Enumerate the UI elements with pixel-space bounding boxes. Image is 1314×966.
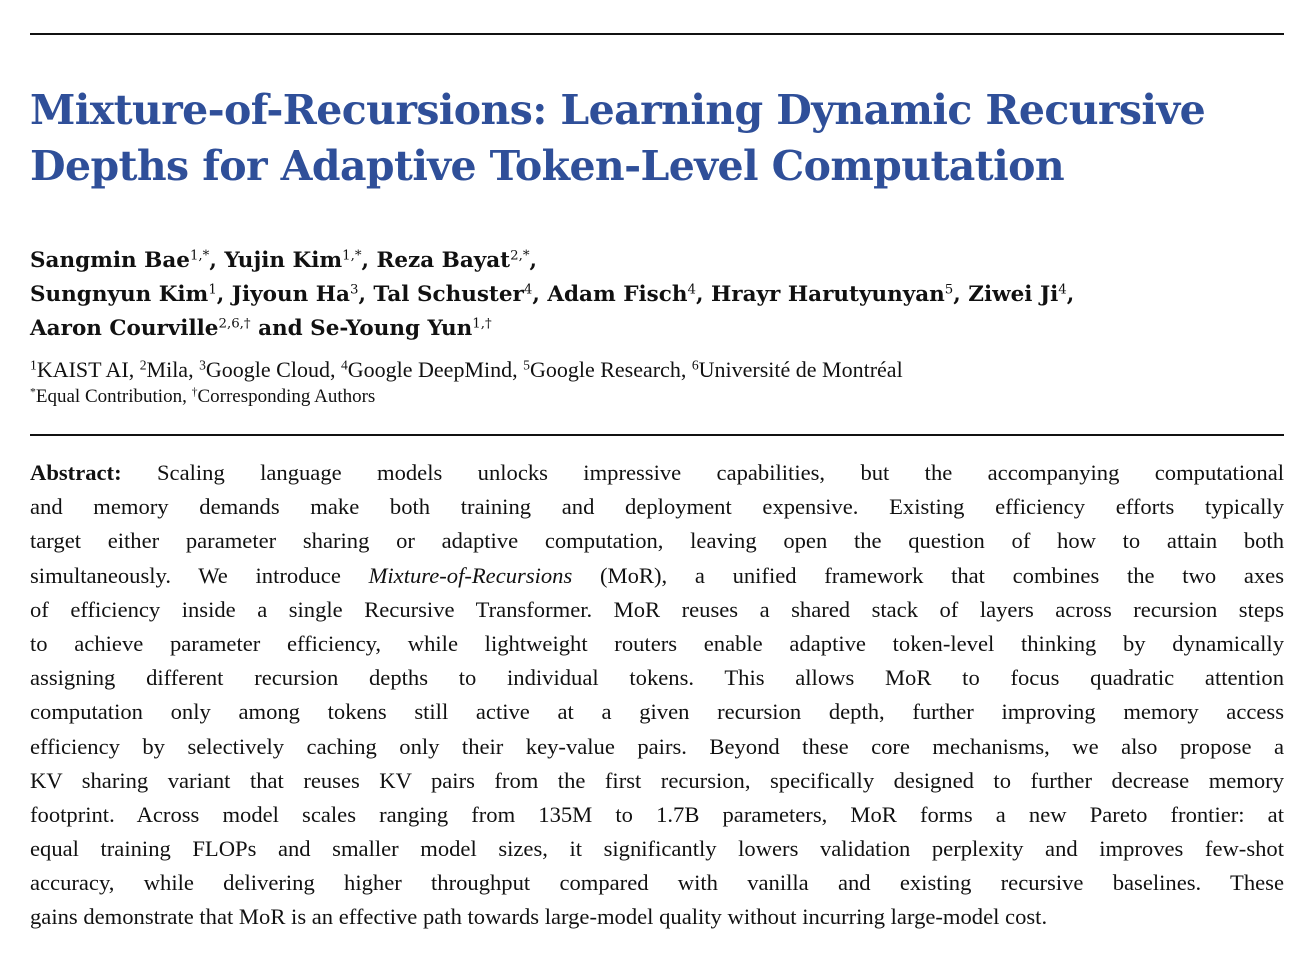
author-line xyxy=(30,244,1284,278)
abstract-line: assigning different recursion depths to individual tokens. This allows MoR to focus quadratic attention xyxy=(30,665,1284,691)
author: Se-Young Yun$^{1,\dagger}$ xyxy=(310,316,492,341)
affiliation: $^6$Université de Montréal xyxy=(691,357,903,382)
author-line xyxy=(30,278,1284,312)
author-note: *Equal Contribution, xyxy=(30,385,192,407)
abstract-line: simultaneously. We introduce Mixture-of-Recursions (MoR), a unified framework that combines the two axes xyxy=(30,562,1284,588)
title-line: Depths for Adaptive Token-Level Computation xyxy=(30,142,1065,190)
abstract-line: target either parameter sharing or adaptive computation, leaving open the question of how to attain both xyxy=(30,528,1284,554)
affiliation: $^5$Google Research, xyxy=(523,357,692,382)
abstract-line: footprint. Across model scales ranging from 135M to 1.7B parameters, MoR forms a new Pareto frontier: at xyxy=(30,801,1284,827)
method-name: Mixture-of-Recursions xyxy=(368,562,573,588)
abstract-line: equal training FLOPs and smaller model sizes, it significantly lowers validation perplexity and improves few-shot xyxy=(30,836,1284,862)
affiliation: $^4$Google DeepMind, xyxy=(340,357,524,382)
title-line: Mixture-of-Recursions: Learning Dynamic Recursive xyxy=(30,86,1206,134)
abstract xyxy=(30,456,1284,935)
author: Ziwei Ji$^4$, xyxy=(968,282,1075,307)
abstract-line: of efficiency inside a single Recursive Transformer. MoR reuses a shared stack of layers across recursion steps xyxy=(30,596,1284,622)
author: Sungnyun Kim$^1$, xyxy=(30,282,232,307)
author: Adam Fisch$^4$, xyxy=(547,282,711,307)
author: Hrayr Harutyunyan$^5$, xyxy=(710,282,969,307)
abstract-line: and memory demands make both training and deployment expensive. Existing efficiency efforts typically xyxy=(30,494,1284,520)
author: Sangmin Bae$^{1,*}$, xyxy=(30,248,225,273)
abstract-line: computation only among tokens still active at a given recursion depth, further improving memory access xyxy=(30,699,1284,725)
abstract-label: Abstract: xyxy=(30,460,122,485)
author-note: †Corresponding Authors xyxy=(191,385,376,407)
abstract-line: gains demonstrate that MoR is an effective path towards large-model quality without incurring large-model cost. xyxy=(30,904,1048,930)
affiliation: $^3$Google Cloud, xyxy=(199,357,341,382)
author: Aaron Courville$^{2,6,\dagger}$ and xyxy=(30,316,311,341)
abstract-line: Abstract: Scaling language models unlocks impressive capabilities, but the accompanying computational xyxy=(30,460,1284,485)
author: Reza Bayat$^{2,*}$, xyxy=(376,248,538,273)
abstract-line: efficiency by selectively caching only their key-value pairs. Beyond these core mechanisms, we also propose a xyxy=(30,733,1284,759)
author-line xyxy=(30,312,1284,346)
author: Yujin Kim$^{1,*}$, xyxy=(224,248,377,273)
abstract-line: to achieve parameter efficiency, while lightweight routers enable adaptive token-level thinking by dynamically xyxy=(30,630,1284,656)
section-rule xyxy=(30,434,1284,436)
top-rule xyxy=(30,33,1284,35)
abstract-line: KV sharing variant that reuses KV pairs from the first recursion, specifically designed to further decrease memory xyxy=(30,767,1284,793)
affiliation-list xyxy=(30,355,1284,385)
author-notes xyxy=(30,384,1284,410)
author: Jiyoun Ha$^3$, xyxy=(231,282,374,307)
paper-title xyxy=(30,82,1284,194)
author: Tal Schuster$^4$, xyxy=(373,282,548,307)
author-list xyxy=(30,244,1284,346)
affiliation: $^1$KAIST AI, xyxy=(30,357,140,382)
affiliation: $^2$Mila, xyxy=(139,357,200,382)
abstract-line: accuracy, while delivering higher throughput compared with vanilla and existing recursive baselines. These xyxy=(30,870,1284,896)
